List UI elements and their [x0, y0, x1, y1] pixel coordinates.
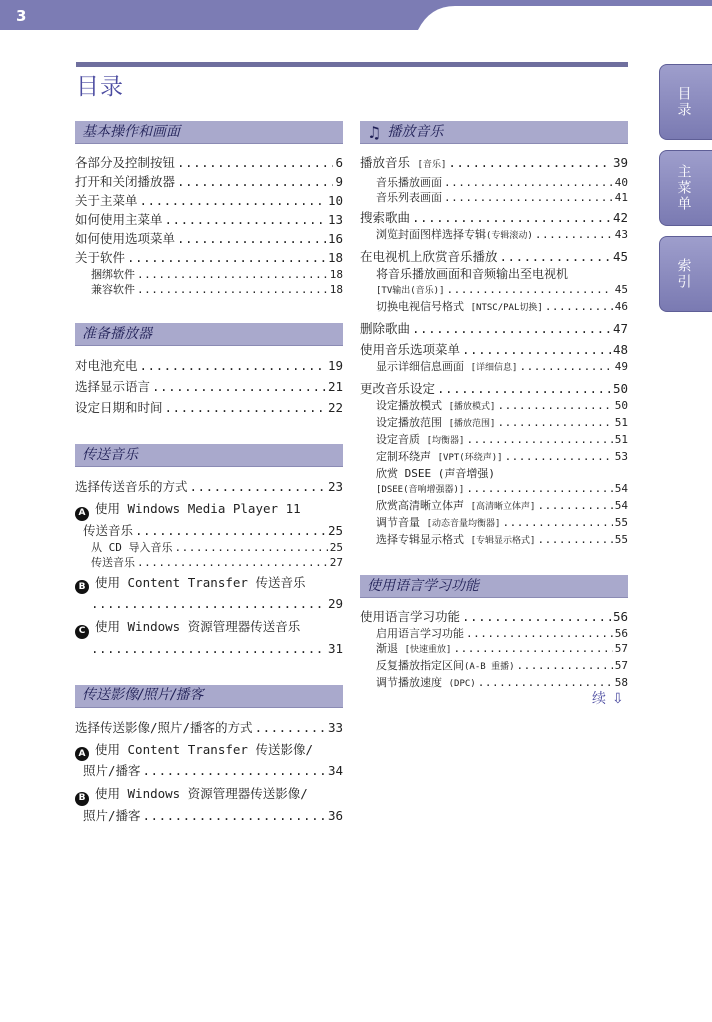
toc-subentry[interactable] [360, 398, 628, 415]
toc-entry[interactable] [75, 397, 343, 418]
entry-page: 6 [335, 155, 343, 170]
section-header-transfer-music: 传送音乐 [75, 444, 343, 467]
entry-page: 51 [614, 433, 628, 446]
entry-label: 传送音乐 [91, 555, 135, 569]
toc-entry-heading[interactable]: 欣赏 DSEE (声音增强) [376, 467, 495, 480]
entry-page: 54 [614, 499, 628, 512]
entry-page: 22 [327, 400, 343, 415]
toc-subentry[interactable] [360, 415, 628, 432]
toc-entry[interactable] [75, 806, 343, 825]
badge-b-icon: B [75, 792, 89, 806]
entry-label: 使用语言学习功能 [360, 609, 461, 624]
entry-page: 40 [614, 176, 628, 189]
section-header-transfer-video: 传送影像/照片/播客 [75, 685, 343, 708]
toc-entry-heading[interactable] [75, 740, 343, 762]
entry-page: 45 [612, 249, 628, 264]
entry-page: 18 [327, 250, 343, 265]
entry-label: 打开和关闭播放器 [75, 174, 176, 189]
section-list-transfer-video [75, 717, 343, 825]
entry-label: 设定播放范围 [播放范围] [376, 416, 496, 429]
music-note-icon: ♫ [367, 122, 382, 142]
left-column [75, 121, 343, 825]
toc-subentry[interactable] [360, 658, 628, 675]
toc-entry-heading[interactable] [75, 499, 343, 521]
toc-entry[interactable] [75, 355, 343, 376]
toc-subentry[interactable] [360, 299, 628, 316]
entry-page: 55 [614, 516, 628, 529]
entry-page: 31 [327, 640, 343, 656]
entry-label: 渐退 [快速重放] [376, 642, 452, 655]
entry-label: 启用语言学习功能 [376, 627, 464, 640]
entry-page: 19 [327, 358, 343, 373]
toc-entry[interactable] [75, 594, 343, 613]
badge-c-icon: C [75, 625, 89, 639]
toc-subentry[interactable] [360, 498, 628, 515]
entry-page: 16 [327, 231, 343, 246]
entry-label: [TV输出(音乐)] [376, 286, 445, 296]
entry-page: 34 [327, 763, 343, 778]
entry-label: 如何使用主菜单 [75, 212, 163, 227]
entry-page: 21 [327, 379, 343, 394]
section-header-prepare: 准备播放器 [75, 323, 343, 346]
section-header-basic: 基本操作和画面 [75, 121, 343, 144]
side-tab-label: 主菜单 [675, 164, 692, 212]
entry-page: 57 [614, 642, 628, 655]
side-tab-index[interactable] [659, 236, 712, 312]
entry-page: 42 [612, 210, 628, 225]
toc-subentry[interactable] [360, 449, 628, 466]
entry-page: 58 [614, 676, 628, 689]
entry-page: 9 [335, 174, 343, 189]
entry-label: 关于软件 [75, 250, 126, 265]
entry-page: 53 [614, 450, 628, 463]
toc-subentry[interactable] [75, 267, 343, 282]
toc-subentry[interactable] [360, 175, 628, 190]
toc-entry[interactable] [75, 153, 343, 172]
toc-entry[interactable] [75, 476, 343, 497]
entry-page: 23 [327, 479, 343, 494]
page-number: 3 [16, 7, 27, 25]
entry-label: 设定音质 [均衡器] [376, 433, 465, 446]
entry-label: 调节音量 [动态音量均衡器] [376, 516, 501, 529]
section-list-basic [75, 153, 343, 297]
entry-label: 选择传送影像/照片/播客的方式 [75, 719, 253, 735]
entry-label: 调节播放速度 (DPC) [376, 676, 476, 689]
toc-entry[interactable] [75, 248, 343, 267]
toc-entry-heading[interactable]: 将音乐播放画面和音频输出至电视机 [376, 267, 569, 281]
entry-page: 57 [614, 659, 628, 672]
section-list-prepare [75, 355, 343, 418]
side-tab-label: 目录 [675, 86, 692, 118]
section-list-transfer-music [75, 476, 343, 658]
badge-a-icon: A [75, 747, 89, 761]
entry-label: 捆绑软件 [91, 268, 135, 281]
entry-page: 50 [614, 399, 628, 412]
entry-page: 56 [612, 609, 628, 624]
entry-label: 使用 Content Transfer 传送影像/ [95, 741, 313, 757]
side-tab-label: 索引 [675, 258, 692, 290]
continue-label: 续 [592, 691, 606, 707]
entry-label: 设定日期和时间 [75, 400, 163, 415]
entry-page: 25 [327, 522, 343, 538]
entry-label: 使用 Content Transfer 传送音乐 [95, 574, 306, 590]
toc-entry-heading[interactable] [75, 573, 343, 595]
entry-label: 选择专辑显示格式 [专辑显示格式] [376, 533, 536, 546]
entry-page: 54 [614, 482, 628, 495]
entry-label: 设定播放模式 [播放模式] [376, 399, 496, 412]
toc-entry[interactable] [360, 379, 628, 398]
entry-page: 47 [612, 321, 628, 336]
entry-page: 27 [329, 555, 343, 569]
toc-entry[interactable] [360, 153, 628, 175]
entry-label: 使用 Windows 资源管理器传送影像/ [95, 786, 308, 801]
entry-page: 10 [327, 193, 343, 208]
entry-label: 音乐列表画面 [376, 191, 442, 204]
toc-subentry[interactable] [360, 432, 628, 449]
entry-page: 25 [329, 540, 343, 554]
badge-b-icon: B [75, 580, 89, 594]
toc-entry[interactable] [360, 340, 628, 359]
toc-entry[interactable] [75, 761, 343, 780]
entry-label: 切换电视信号格式 [NTSC/PAL切换] [376, 300, 543, 313]
toc-entry[interactable] [75, 191, 343, 210]
toc-entry-heading[interactable] [75, 784, 343, 806]
entry-page: 18 [329, 268, 343, 281]
toc-subentry[interactable] [75, 540, 343, 555]
toc-entry[interactable] [75, 376, 343, 397]
toc-subentry[interactable] [360, 359, 628, 376]
title-rule [76, 62, 628, 67]
toc-entry[interactable] [75, 717, 343, 738]
entry-page: 56 [614, 627, 628, 640]
toc-subentry[interactable] [360, 481, 628, 498]
right-column [360, 121, 628, 692]
toc-entry-heading[interactable] [75, 617, 343, 639]
toc-subentry[interactable] [75, 555, 343, 570]
toc-entry[interactable] [75, 172, 343, 191]
entry-label: 删除歌曲 [360, 321, 411, 336]
section-list-language [360, 607, 628, 692]
section-title: 播放音乐 [387, 123, 444, 140]
entry-label: 照片/播客 [83, 763, 141, 778]
entry-page: 29 [327, 596, 343, 611]
entry-page: 48 [612, 342, 628, 357]
entry-label: 音乐播放画面 [376, 176, 442, 189]
toc-subentry[interactable] [360, 626, 628, 641]
section-list-play-music [360, 153, 628, 549]
entry-label: 反复播放指定区间(A-B 重播) [376, 659, 515, 672]
toc-subentry[interactable] [360, 641, 628, 658]
entry-label: 更改音乐设定 [360, 381, 436, 396]
entry-page: 18 [329, 283, 343, 296]
entry-page: 49 [614, 360, 628, 373]
side-tab-main-menu[interactable] [659, 150, 712, 226]
entry-label: 浏览封面图样选择专辑(专辑滚动) [376, 228, 533, 241]
entry-label: 显示详细信息画面 [详细信息] [376, 360, 518, 373]
entry-label: 搜索歌曲 [360, 210, 411, 225]
entry-label: 选择传送音乐的方式 [75, 479, 188, 494]
toc-entry[interactable] [75, 210, 343, 229]
toc-entry[interactable] [360, 607, 628, 626]
entry-label: 选择显示语言 [75, 379, 151, 394]
down-arrow-icon: ⇩ [612, 691, 624, 707]
entry-label: 欣赏高清晰立体声 [高清晰立体声] [376, 499, 536, 512]
toc-entry[interactable] [75, 639, 343, 658]
section-header-play-music [360, 121, 628, 144]
entry-label: 从 CD 导入音乐 [91, 540, 173, 554]
entry-label: 关于主菜单 [75, 193, 138, 208]
toc-subentry[interactable] [360, 227, 628, 244]
page-title: 目录 [76, 74, 124, 100]
entry-label: 定制环绕声 [VPT(环绕声)] [376, 450, 503, 463]
badge-a-icon: A [75, 507, 89, 521]
entry-label: 各部分及控制按钮 [75, 155, 176, 170]
toc-entry[interactable] [360, 319, 628, 338]
top-band [0, 0, 712, 30]
entry-page: 45 [614, 283, 628, 296]
toc-subentry[interactable] [360, 675, 628, 692]
entry-page: 39 [612, 155, 628, 170]
entry-page: 33 [327, 719, 343, 735]
entry-page: 36 [327, 807, 343, 823]
entry-label: 在电视机上欣赏音乐播放 [360, 249, 498, 264]
toc-subentry[interactable] [360, 532, 628, 549]
top-band-shape [0, 0, 712, 30]
toc-entry[interactable] [360, 247, 628, 266]
entry-label: 如何使用选项菜单 [75, 231, 176, 246]
toc-subentry[interactable] [360, 515, 628, 532]
toc-subentry[interactable] [360, 190, 628, 205]
toc-entry[interactable] [75, 229, 343, 248]
entry-page: 50 [612, 381, 628, 396]
entry-label: 使用音乐选项菜单 [360, 342, 461, 357]
entry-label: 对电池充电 [75, 358, 138, 373]
toc-entry[interactable] [75, 521, 343, 540]
entry-label: 播放音乐 [音乐] [360, 155, 447, 170]
toc-entry[interactable] [360, 208, 628, 227]
entry-label: 照片/播客 [83, 807, 141, 823]
entry-page: 13 [327, 212, 343, 227]
side-tab-contents[interactable] [659, 64, 712, 140]
entry-label: 使用 Windows Media Player 11 [95, 501, 301, 516]
entry-label: 传送音乐 [83, 522, 134, 538]
entry-label: 使用 Windows 资源管理器传送音乐 [95, 619, 301, 634]
entry-page: 46 [614, 300, 628, 313]
entry-page: 41 [614, 191, 628, 204]
toc-subentry[interactable] [75, 282, 343, 297]
entry-label: 兼容软件 [91, 283, 135, 296]
section-header-language: 使用语言学习功能 [360, 575, 628, 598]
toc-subentry[interactable] [360, 282, 628, 299]
entry-label: [DSEE(音响增强器)] [376, 485, 465, 495]
entry-page: 55 [614, 533, 628, 546]
continue-marker[interactable] [592, 688, 624, 708]
entry-page: 43 [614, 228, 628, 241]
entry-page: 51 [614, 416, 628, 429]
